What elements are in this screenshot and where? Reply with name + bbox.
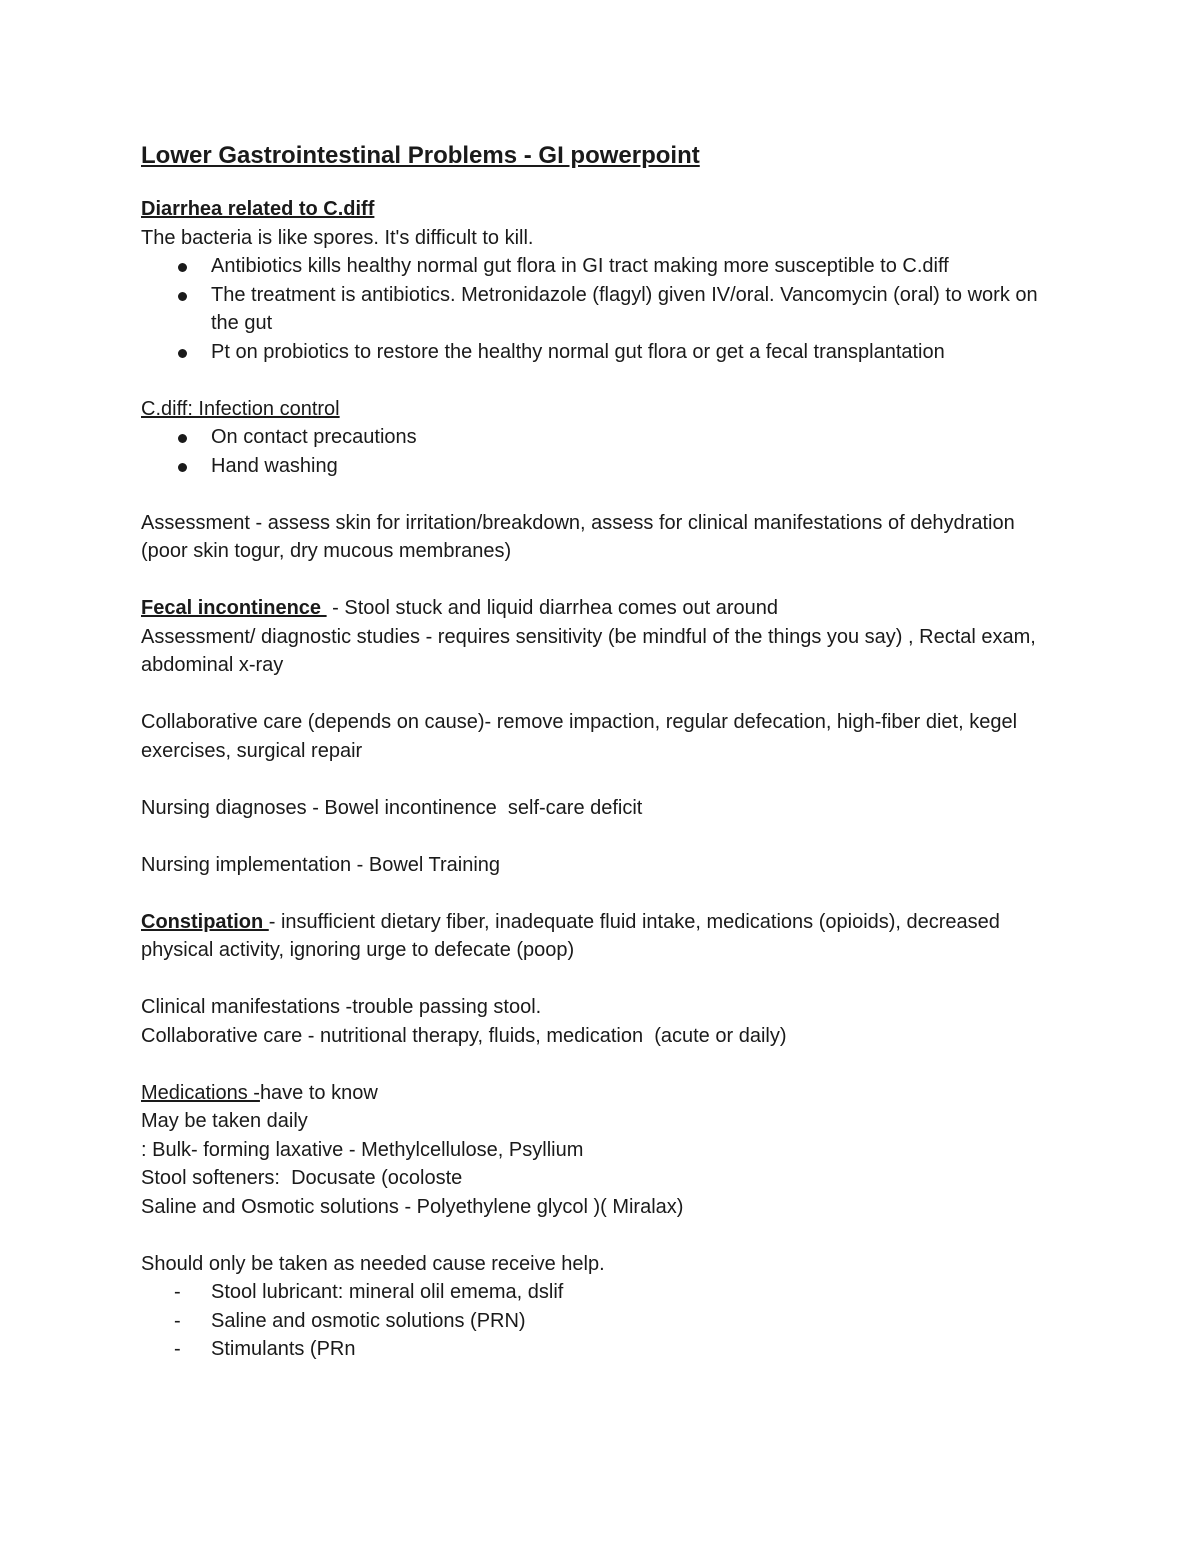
cdiff-intro: The bacteria is like spores. It's difficult to kill. [141,226,534,249]
list-item: On contact precautions [141,423,1061,452]
constipation-heading: Constipation [141,910,269,933]
medications-line: Stool softeners: Docusate (ocoloste [141,1167,463,1189]
bullet-dot-icon [178,263,187,272]
medications-heading: Medications - [141,1081,260,1104]
infection-bullet-list [141,423,1061,480]
bullet-dot-icon [178,292,187,301]
list-item: - Stimulants (PRn [141,1335,1061,1364]
fecal-collaborative-care: Collaborative care (depends on cause)- remove impaction, regular defecation, high-fiber diet, kegel exercises, surgical repair [141,711,1023,762]
infection-heading: C.diff: Infection control [141,397,340,420]
bullet-dot-icon [178,463,187,472]
fecal-nursing-implementation: Nursing implementation - Bowel Training [141,853,501,876]
dash-bullet-icon: - [174,1281,181,1303]
prn-intro: Should only be taken as needed cause receive help. [141,1252,605,1275]
document-page [141,138,1061,1364]
bullet-dot-icon [178,434,187,443]
constipation-collaborative-care: Collaborative care - nutritional therapy, fluids, medication (acute or daily) [141,1024,787,1047]
constipation-manifestations: Clinical manifestations -trouble passing stool. [141,996,542,1018]
medications-heading-rest: have to know [259,1081,378,1104]
page-title: Lower Gastrointestinal Problems - GI powerpoint [141,142,700,169]
list-item: Hand washing [141,452,1061,481]
bullet-dot-icon [178,349,187,358]
list-item: - Stool lubricant: mineral olil emema, dslif [141,1278,1061,1307]
assessment-paragraph: Assessment - assess skin for irritation/breakdown, assess for clinical manifestations of dehydration (poor skin togur, dry mucous membranes) [141,511,1021,562]
medications-line: May be taken daily [141,1110,308,1132]
prn-dash-list [141,1278,1061,1364]
fecal-assessment: Assessment/ diagnostic studies - requires sensitivity (be mindful of the things you say) , Rectal exam, abdominal x-ray [141,625,1042,676]
list-item: Pt on probiotics to restore the healthy normal gut flora or get a fecal transplantation [141,338,1061,367]
cdiff-bullet-list [141,252,1061,366]
list-item: The treatment is antibiotics. Metronidazole (flagyl) given IV/oral. Vancomycin (oral) to work on the gut [141,281,1061,338]
fecal-heading-rest: - Stool stuck and liquid diarrhea comes out around [326,597,778,619]
constipation-heading-rest: - insufficient dietary fiber, inadequate fluid intake, medications (opioids), decreased physical activity, ignoring urge to defecate (poop) [141,910,1006,961]
list-item: - Saline and osmotic solutions (PRN) [141,1307,1061,1336]
fecal-nursing-diagnoses: Nursing diagnoses - Bowel incontinence self-care deficit [141,796,643,819]
fecal-heading-line [141,594,1061,623]
medications-line: : Bulk- forming laxative - Methylcellulose, Psyllium [141,1138,584,1161]
dash-bullet-icon: - [174,1309,181,1332]
list-item: Antibiotics kills healthy normal gut flora in GI tract making more susceptible to C.diff [141,252,1061,281]
cdiff-heading: Diarrhea related to C.diff [141,198,375,220]
medications-heading-line [141,1079,1061,1108]
dash-bullet-icon: - [174,1338,181,1360]
medications-line: Saline and Osmotic solutions - Polyethylene glycol )( Miralax) [141,1195,684,1218]
fecal-heading: Fecal incontinence [141,597,327,619]
constipation-heading-line [141,908,1061,965]
